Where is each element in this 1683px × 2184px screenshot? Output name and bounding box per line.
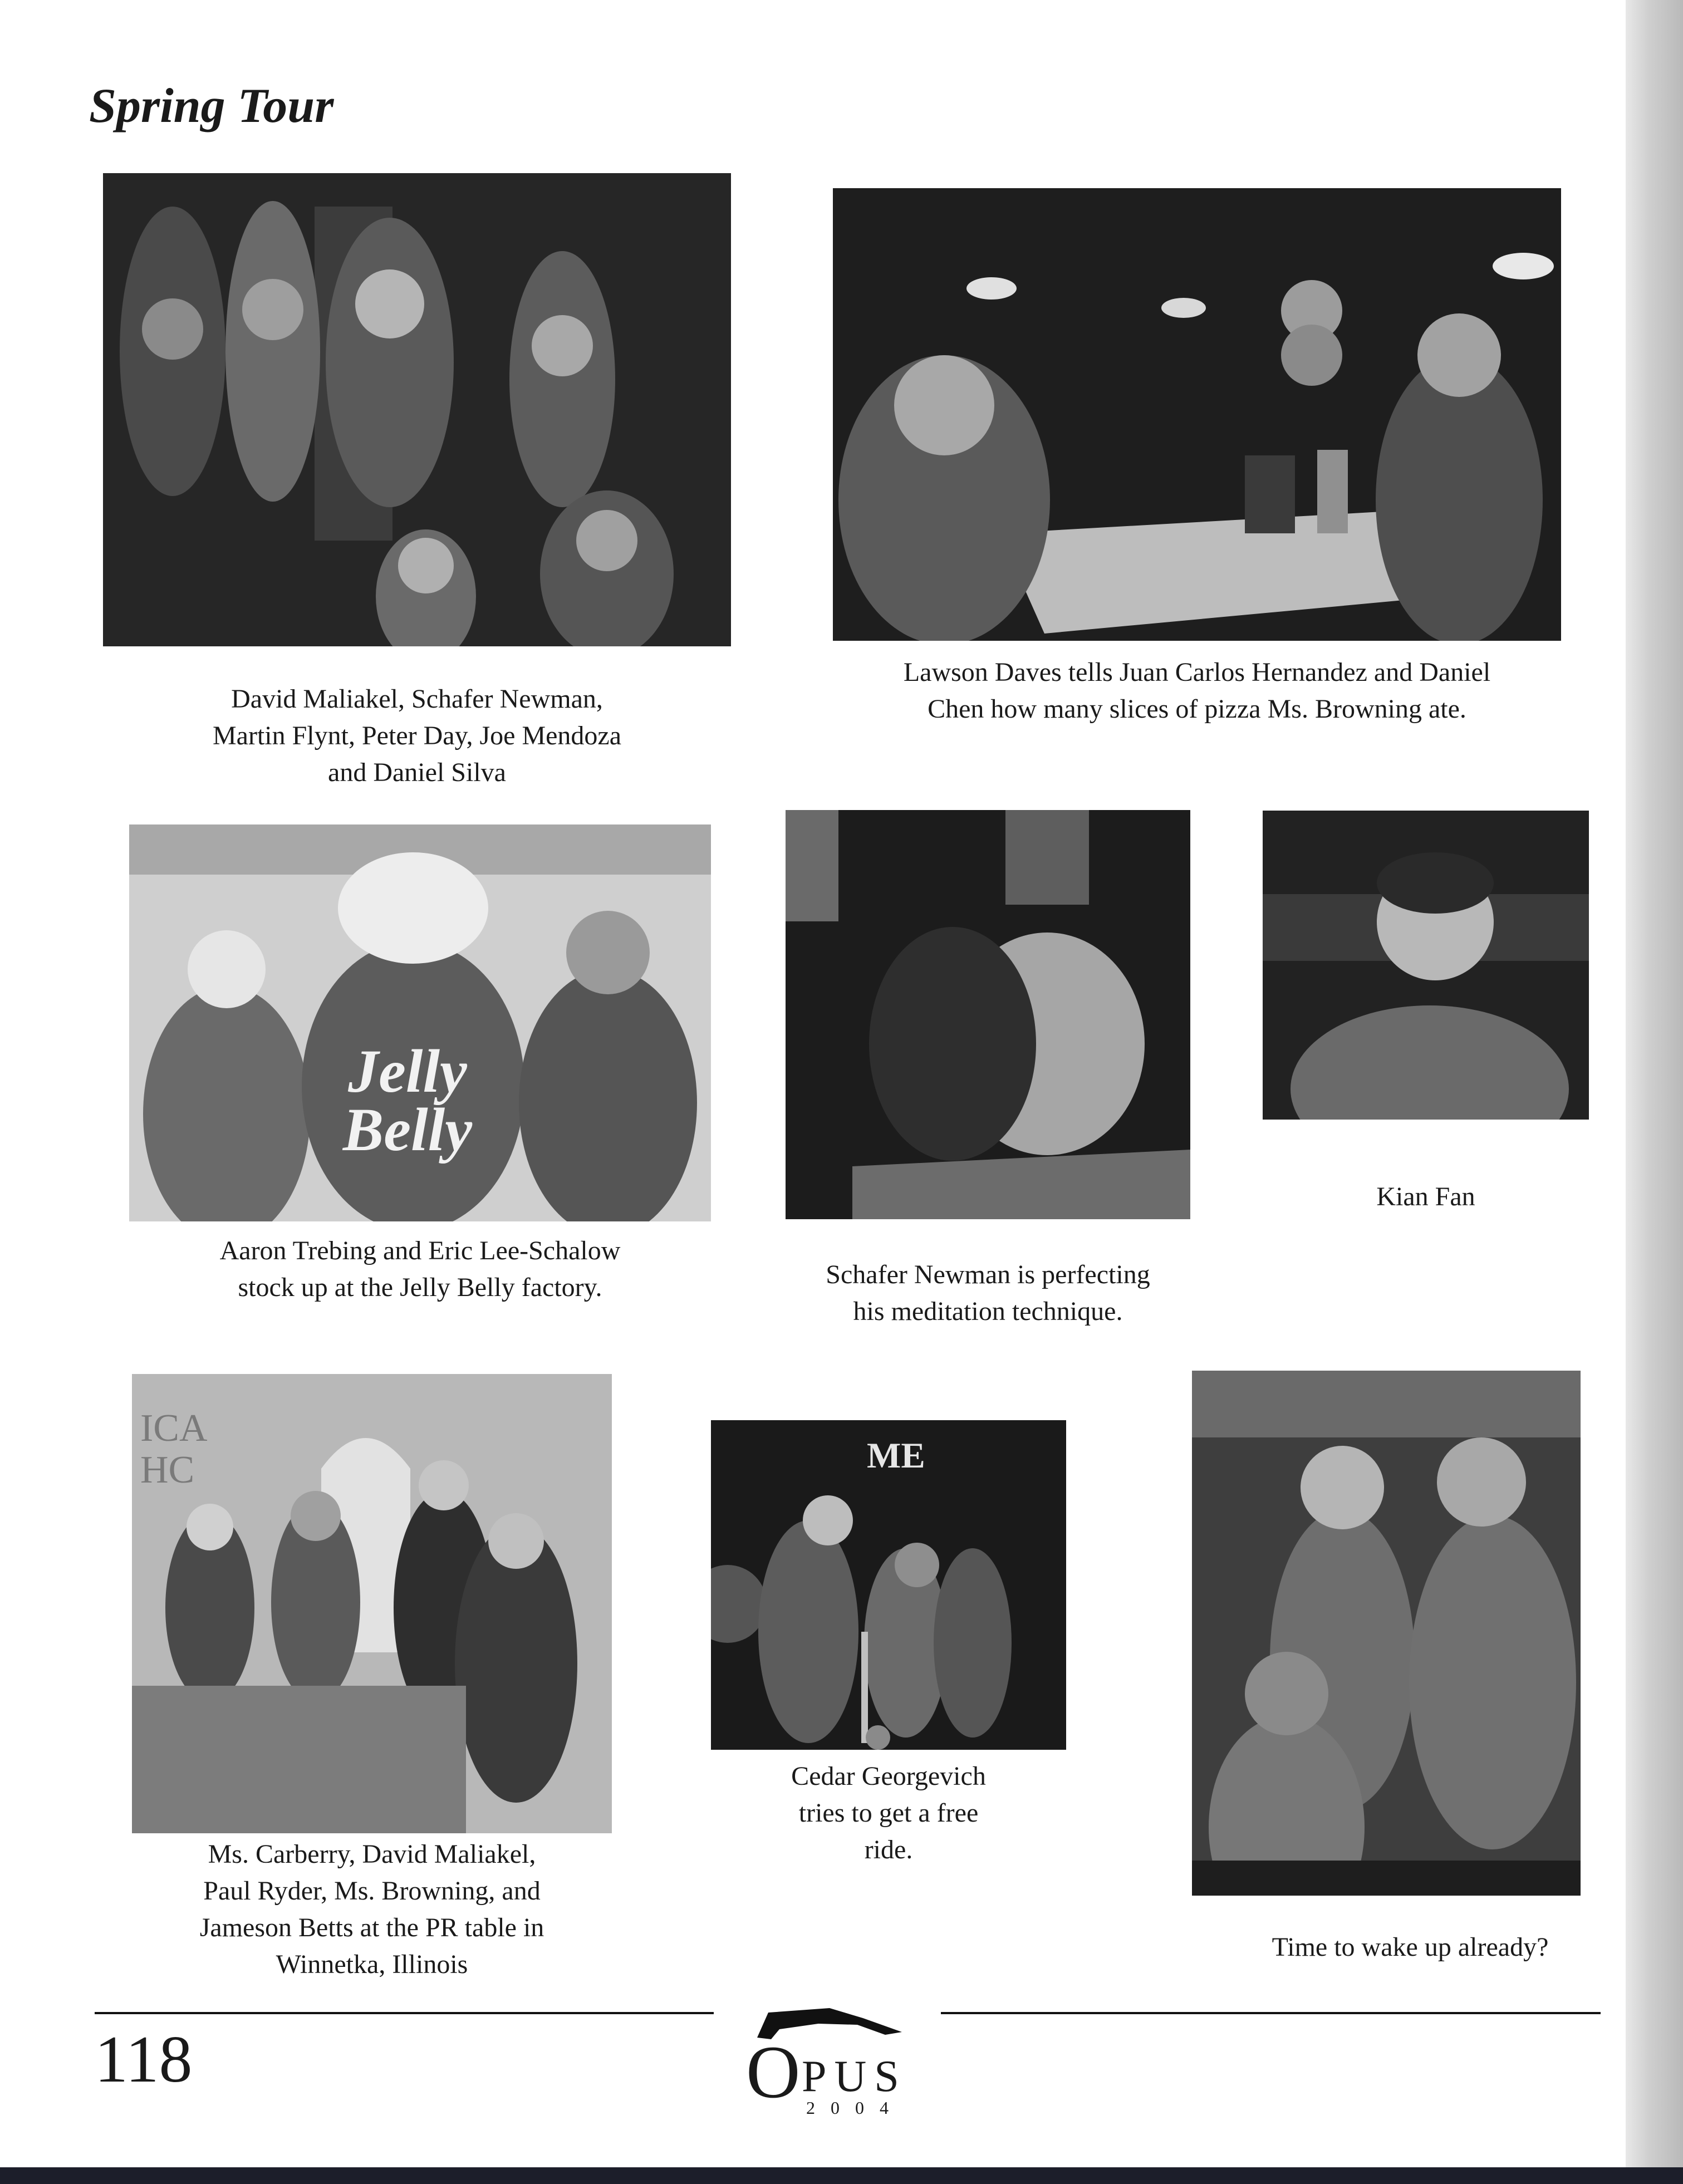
caption-line: Martin Flynt, Peter Day, Joe Mendoza: [212, 721, 622, 750]
photo-pizza-restaurant: [833, 188, 1561, 641]
logo-pus: PUS: [802, 2052, 907, 2101]
photo-caption: [1192, 1929, 1628, 1966]
caption-line: Paul Ryder, Ms. Browning, and: [203, 1876, 541, 1906]
photo-caption: [711, 1758, 1066, 1868]
jelly-sign-line: Jelly: [348, 1037, 467, 1105]
photo-three-boys: [1192, 1371, 1581, 1896]
wall-sign-line: ICA: [140, 1407, 208, 1450]
caption-line: Cedar Georgevich: [791, 1761, 986, 1791]
page-title: Spring Tour: [89, 79, 334, 133]
caption-line: Lawson Daves tells Juan Carlos Hernandez and Daniel: [903, 657, 1491, 687]
logo-o: O: [746, 2031, 801, 2114]
caption-line: Kian Fan: [1376, 1182, 1475, 1211]
background-sign-text: ME: [867, 1436, 925, 1476]
photo-caption: [132, 1836, 612, 1983]
caption-line: Jameson Betts at the PR table in: [199, 1913, 544, 1942]
page-number: 118: [95, 2022, 193, 2096]
caption-line: Winnetka, Illinois: [276, 1950, 468, 1979]
photo-caption: [103, 681, 731, 791]
jelly-sign-line: Belly: [342, 1096, 473, 1164]
photo-kian-fan: [1263, 811, 1589, 1120]
caption-line: his meditation technique.: [853, 1297, 1123, 1326]
photo-caption: [1263, 1179, 1589, 1215]
logo-year: 2004: [806, 2098, 904, 2118]
caption-line: and Daniel Silva: [328, 758, 506, 787]
opus-logo: [746, 2007, 913, 2118]
photo-caption: [786, 1257, 1190, 1330]
caption-line: stock up at the Jelly Belly factory.: [238, 1273, 602, 1302]
caption-line: Schafer Newman is perfecting: [826, 1260, 1150, 1289]
photo-hand-truck-ride: [711, 1420, 1066, 1750]
photo-jelly-belly-factory: [129, 824, 711, 1221]
caption-line: Time to wake up already?: [1272, 1932, 1549, 1962]
photo-sleeping-boy: [786, 810, 1190, 1219]
scan-bottom-edge: [0, 2167, 1683, 2184]
caption-line: Aaron Trebing and Eric Lee-Schalow: [219, 1236, 621, 1265]
photo-pr-table: [132, 1374, 612, 1833]
caption-line: Ms. Carberry, David Maliakel,: [208, 1839, 536, 1869]
photo-group-portrait: [103, 173, 731, 646]
caption-line: tries to get a free: [798, 1798, 979, 1828]
footer-rule-left: [95, 2012, 714, 2014]
photo-caption: [813, 654, 1581, 728]
page-edge-shadow: [1626, 0, 1683, 2184]
caption-line: ride.: [864, 1835, 913, 1864]
caption-line: David Maliakel, Schafer Newman,: [231, 684, 603, 714]
wall-sign-line: HC: [140, 1449, 195, 1491]
caption-line: Chen how many slices of pizza Ms. Browning ate.: [928, 694, 1466, 724]
footer-rule-right: [941, 2012, 1601, 2014]
photo-caption: [129, 1233, 711, 1306]
